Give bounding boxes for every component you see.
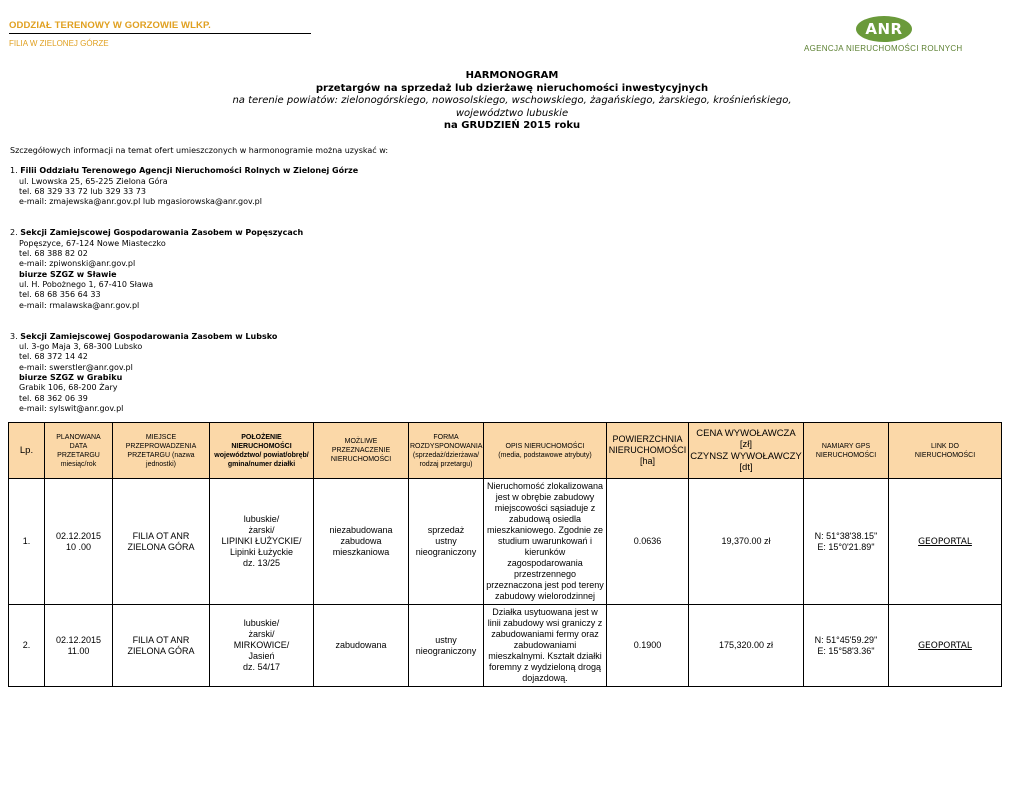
anr-logo [800, 16, 970, 54]
cell-description: Działka usytuowana jest w linii zabudowy wsi graniczy z zabudowaniami fermy oraz zabudowaniami mieszkalnymi. Kształt działki foremny z wydzieloną drogą dojazdową. [484, 605, 607, 687]
title-voivodeship: województwo lubuskie [455, 107, 569, 119]
contact-1-heading [10, 166, 388, 176]
header-gps: NAMIARY GPS NIERUCHOMOŚCI [804, 423, 889, 479]
contact-3-sub-phone: tel. 68 362 06 39 [19, 393, 88, 403]
contact-2-number: 2. [10, 228, 18, 238]
cell-lp: 1. [9, 479, 45, 605]
header-lp: Lp. [9, 423, 45, 479]
contact-3-phone: tel. 68 372 14 42 [19, 352, 88, 362]
office-name: ODDZIAŁ TERENOWY W GORZOWIE WLKP. [9, 20, 211, 31]
contact-2-email[interactable]: e-mail: zpiwonski@anr.gov.pl [19, 259, 136, 269]
geoportal-link[interactable]: GEOPORTAL [918, 536, 972, 547]
title-harmonogram: HARMONOGRAM [465, 70, 559, 81]
cell-purpose: zabudowana [314, 605, 409, 687]
cell-area: 0.1900 [607, 605, 689, 687]
header-area: POWIERZCHNIA NIERUCHOMOŚCI [ha] [607, 423, 689, 479]
contact-3-sub-address: Grabik 106, 68-200 Żary [19, 383, 118, 393]
contact-2-title: Sekcji Zamiejscowej Gospodarowania Zasobem w Popęszycach [20, 228, 304, 238]
cell-place: FILIA OT ANR ZIELONA GÓRA [113, 479, 210, 605]
contact-2-sub-office: biurze SZGZ w Sławie [19, 269, 117, 279]
cell-description: Nieruchomość zlokalizowana jest w obrębie zabudowy miejscowości sąsiaduje z zabudową osiedla mieszkaniowego. Zgodnie ze studium uwarunkowań i kierunków zagospodarowania przestrzennego przeznaczona jest pod tereny zabudowy wielorodzinnej [484, 479, 607, 605]
cell-area: 0.0636 [607, 479, 689, 605]
contact-2-sub-address: ul. H. Pobożnego 1, 67-410 Sława [19, 279, 154, 289]
branch-name: FILIA W ZIELONEJ GÓRZE [9, 39, 109, 48]
table-header-row [9, 423, 1002, 479]
cell-location: lubuskie/ żarski/ LIPINKI ŁUŻYCKIE/ Lipinki Łużyckie dz. 13/25 [210, 479, 314, 605]
contact-3-number: 3. [10, 331, 18, 341]
header-link: LINK DO NIERUCHOMOŚCI [889, 423, 1002, 479]
header-purpose: MOŻLIWE PRZEZNACZENIE NIERUCHOMOŚCI [314, 423, 409, 479]
cell-price: 175,320.00 zł [689, 605, 804, 687]
title-subject: przetargów na sprzedaż lub dzierżawę nieruchomości inwestycyjnych [315, 82, 709, 94]
office-header [9, 20, 311, 48]
header-date: PLANOWANA DATA PRZETARGU miesiąc/rok [45, 423, 113, 479]
cell-price: 19,370.00 zł [689, 479, 804, 605]
title-period: na GRUDZIEŃ 2015 roku [443, 120, 581, 131]
cell-gps: N: 51°45'59.29'' E: 15°58'3.36'' [804, 605, 889, 687]
cell-link [889, 605, 1002, 687]
cell-form: ustny nieograniczony [409, 605, 484, 687]
contact-2-address: Popęszyce, 67-124 Nowe Miasteczko [19, 238, 166, 248]
title-districts: na terenie powiatów: zielonogórskiego, nowosolskiego, wschowskiego, żagańskiego, żarskiego, krośnieńskiego, [232, 95, 792, 106]
info-intro: Szczegółowych informacji na temat ofert umieszczonych w harmonogramie można uzyskać w: [10, 146, 389, 155]
cell-gps: N: 51°38'38.15'' E: 15°0'21.89'' [804, 479, 889, 605]
contact-3-sub-office: biurze SZGZ w Grabiku [19, 373, 123, 383]
contact-1-email[interactable]: e-mail: zmajewska@anr.gov.pl lub mgasiorowska@anr.gov.pl [19, 197, 262, 207]
contact-3-sub-email[interactable]: e-mail: sylswit@anr.gov.pl [19, 403, 124, 413]
header-form: FORMA ROZDYSPONOWANIA (sprzedaż/dzierżawa/ rodzaj przetargu) [409, 423, 484, 479]
schedule-table [8, 422, 1002, 687]
contact-3-title: Sekcji Zamiejscowej Gospodarowania Zasobem w Lubsko [20, 331, 278, 341]
contact-1-number: 1. [10, 166, 18, 176]
contact-2-heading [10, 228, 388, 238]
cell-form: sprzedaż ustny nieograniczony [409, 479, 484, 605]
cell-place: FILIA OT ANR ZIELONA GÓRA [113, 605, 210, 687]
contact-1-phone: tel. 68 329 33 72 lub 329 33 73 [19, 186, 146, 196]
header-divider [9, 33, 311, 34]
contact-2-sub-email[interactable]: e-mail: rmalawska@anr.gov.pl [19, 300, 140, 310]
header-location: POŁOŻENIE NIERUCHOMOŚCI województwo/ powiat/obręb/ gmina/numer działki [210, 423, 314, 479]
contact-3-heading [10, 332, 388, 342]
cell-purpose: niezabudowana zabudowa mieszkaniowa [314, 479, 409, 605]
contact-3-address: ul. 3-go Maja 3, 68-300 Lubsko [19, 342, 143, 352]
geoportal-link[interactable]: GEOPORTAL [918, 640, 972, 651]
cell-location: lubuskie/ żarski/ MIRKOWICE/ Jasień dz. 54/17 [210, 605, 314, 687]
contact-2-sub-phone: tel. 68 68 356 64 33 [19, 290, 101, 300]
contact-1-address: ul. Lwowska 25, 65-225 Zielona Góra [19, 176, 168, 186]
anr-logo-text: AGENCJA NIERUCHOMOŚCI ROLNYCH [804, 44, 963, 53]
contact-info [10, 146, 388, 414]
contact-1-title: Filii Oddziału Terenowego Agencji Nieruchomości Rolnych w Zielonej Górze [20, 166, 359, 176]
cell-link [889, 479, 1002, 605]
cell-date: 02.12.2015 11.00 [45, 605, 113, 687]
document-title [0, 70, 1024, 133]
header-price: CENA WYWOŁAWCZA [zł] CZYNSZ WYWOŁAWCZY [dt] [689, 423, 804, 479]
table-row [9, 479, 1002, 605]
cell-lp: 2. [9, 605, 45, 687]
contact-3-email[interactable]: e-mail: swerstler@anr.gov.pl [19, 362, 133, 372]
cell-date: 02.12.2015 10 .00 [45, 479, 113, 605]
header-place: MIEJSCE PRZEPROWADZENIA PRZETARGU (nazwa jednostki) [113, 423, 210, 479]
table-row [9, 605, 1002, 687]
anr-logo-mark: ANR [856, 16, 912, 42]
contact-2-phone: tel. 68 388 82 02 [19, 249, 88, 259]
header-description: OPIS NIERUCHOMOŚCI (media, podstawowe atrybuty) [484, 423, 607, 479]
